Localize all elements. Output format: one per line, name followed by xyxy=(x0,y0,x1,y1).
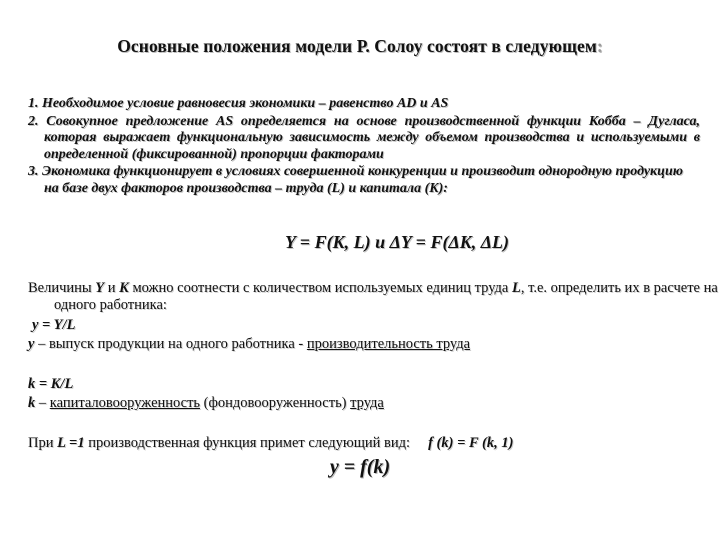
p1-part3: , т.е. определить их в расчете на одного работника: xyxy=(54,280,718,313)
def-y-symbol: y xyxy=(28,336,35,352)
last-prefix: При xyxy=(28,435,58,451)
paragraph-l-equals-one xyxy=(28,435,700,452)
p1-l: L xyxy=(512,280,521,296)
last-cond: L =1 xyxy=(57,435,85,451)
definition-k xyxy=(28,395,700,412)
assumption-item-2: 2. Совокупное предложение AS определяется на основе производственной функции Кобба – Дугласа, которая выражает функциональную зависимость между объемом производства и используемыми в определенной (фиксированной) пропорции факторами xyxy=(28,113,700,162)
def-k-link-2: труда xyxy=(350,395,384,411)
def-k-link-1: капиталовооруженность xyxy=(49,395,201,411)
p1-y: Y xyxy=(95,280,105,296)
def-k-mid: (фондовооруженность) xyxy=(200,395,351,411)
p1-k: K xyxy=(119,280,129,296)
assumption-item-3: 3. Экономика функционирует в условиях совершенной конкуренции и производит однородную продукцию на базе двух факторов производства – труда (L) и капитала (K): xyxy=(28,164,683,196)
final-formula: y = f(k) xyxy=(329,456,391,478)
definition-y xyxy=(28,336,700,353)
assumptions-list xyxy=(28,96,700,198)
slide-title-text: Основные положения модели Р. Солоу состоят в следующем xyxy=(117,36,597,56)
p1-part2: можно соотнести с количеством используемых единиц труда xyxy=(128,280,512,296)
p1-part1: Величины xyxy=(28,280,96,296)
last-text: производственная функция примет следующий вид: xyxy=(84,435,411,451)
production-function-formula: Y = F(K, L) и ΔY = F(ΔK, ΔL) xyxy=(284,232,510,252)
equation-k: k = K/L xyxy=(28,376,74,392)
p1-and: и xyxy=(104,280,120,296)
def-y-link: производительность труда xyxy=(306,336,471,352)
def-k-symbol: k xyxy=(28,395,36,411)
slide-title xyxy=(0,36,720,57)
equation-y: y = Y/L xyxy=(32,317,76,333)
assumption-item-1: 1. Необходимое условие равновесия экономики – равенство AD и AS xyxy=(28,96,449,111)
last-formula: f (k) = F (k, 1) xyxy=(428,435,514,451)
def-k-dash: – xyxy=(35,395,50,411)
def-y-text: – выпуск продукции на одного работника - xyxy=(34,336,307,352)
paragraph-per-worker xyxy=(28,280,720,313)
slide-title-colon: : xyxy=(596,36,603,56)
